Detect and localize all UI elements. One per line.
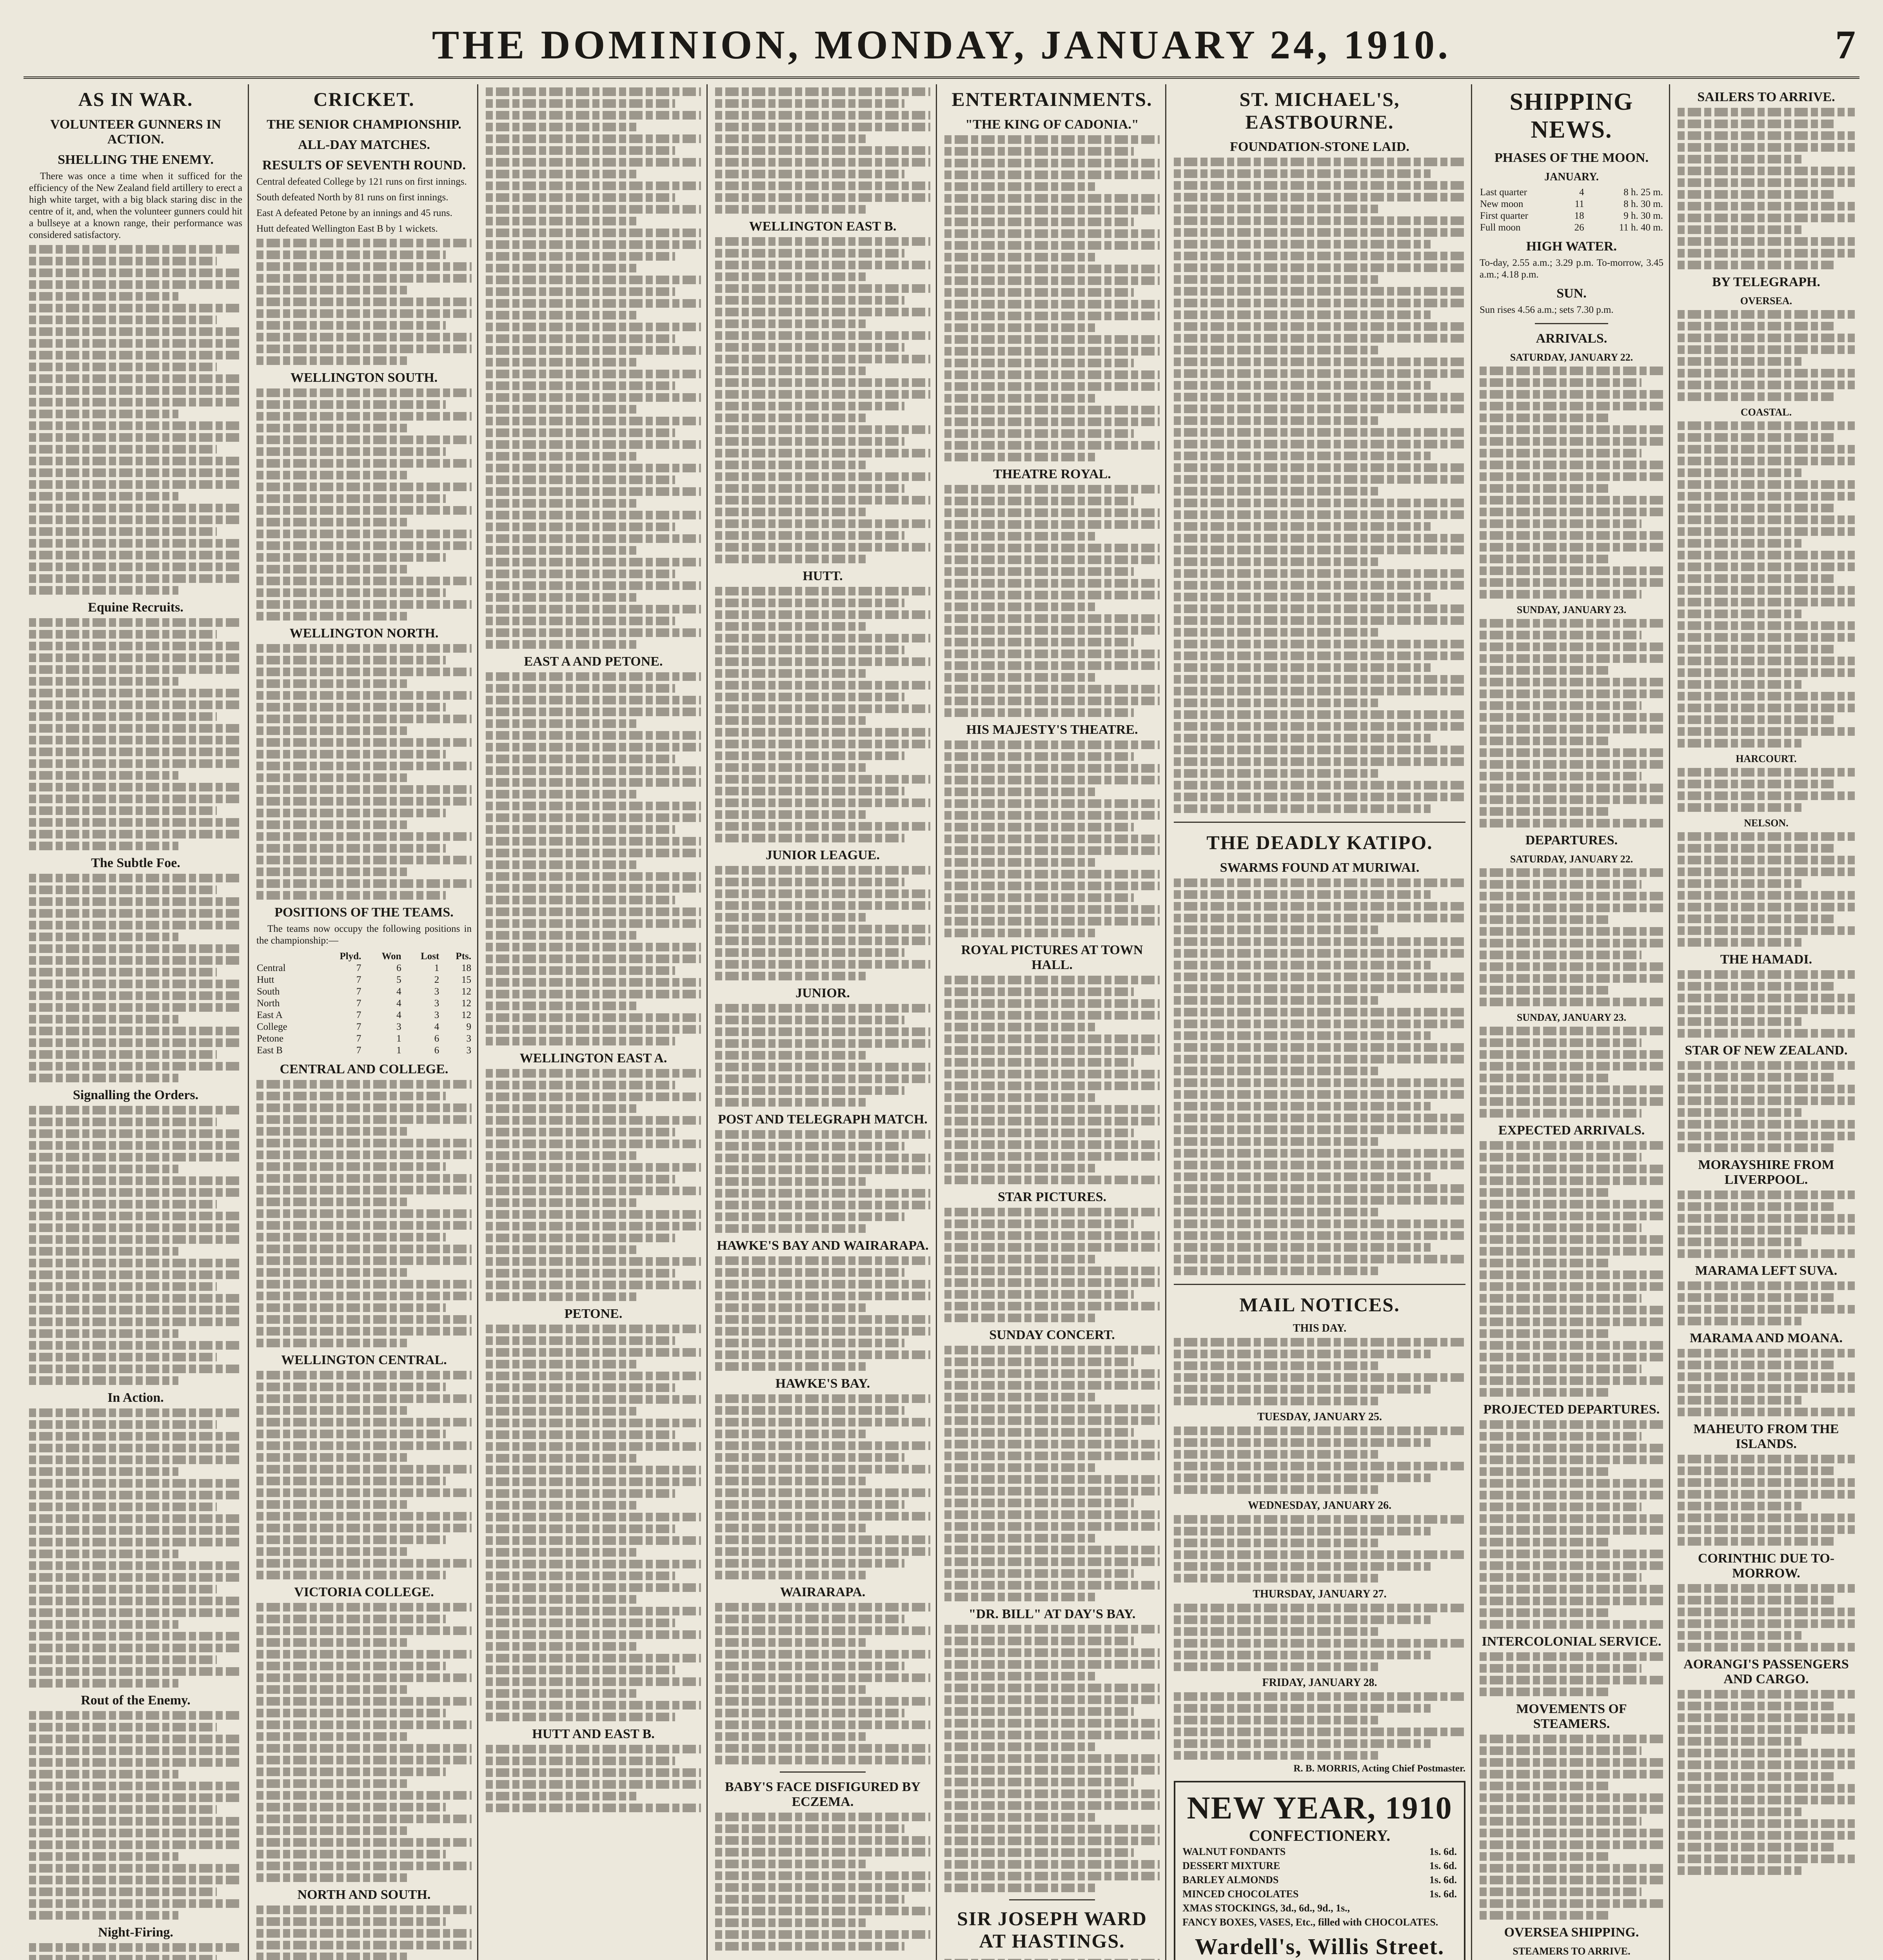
subheading-star-of-new-zealand: STAR OF NEW ZEALAND. (1685, 1043, 1848, 1058)
mail-notice-text (1174, 1574, 1378, 1583)
positions-cell: 7 (356, 986, 361, 997)
ad-item-name: FANCY BOXES, VASES, Etc., filled with CHOCOLATES. (1182, 1916, 1438, 1928)
subheading-in-action: In Action. (107, 1390, 164, 1405)
ad-title: NEW YEAR, 1910 (1187, 1790, 1453, 1826)
article-body-text (29, 1106, 242, 1385)
scorecard-text (715, 1603, 930, 1764)
subheading-wellington-central: WELLINGTON CENTRAL. (281, 1352, 447, 1367)
subheading-harcourt: HARCOURT. (1736, 753, 1797, 764)
positions-row (256, 1045, 472, 1056)
positions-cell: 18 (461, 962, 471, 973)
shipping-list-text (1480, 367, 1663, 599)
subheading-victoria-college: VICTORIA COLLEGE. (294, 1584, 434, 1599)
heading-cricket: CRICKET. (313, 88, 415, 110)
article-body-text (486, 672, 701, 1045)
subheading-rout-of-enemy: Rout of the Enemy. (81, 1693, 191, 1708)
departures-date: SATURDAY, JANUARY 22. (1510, 853, 1633, 865)
subheading-volunteer-gunners: VOLUNTEER GUNNERS IN ACTION. (50, 117, 221, 147)
subheading-sailers-to-arrive: SAILERS TO ARRIVE. (1697, 90, 1835, 104)
positions-cell: East B (257, 1045, 283, 1056)
moon-phase-cell: 18 (1574, 210, 1584, 221)
ad-item-row (1182, 1901, 1457, 1915)
subheading-oversea: OVERSEA. (1740, 295, 1792, 307)
positions-cell: 1 (396, 1045, 401, 1056)
positions-cell: 1 (434, 962, 439, 973)
scorecard-text (715, 587, 930, 842)
positions-header-cell (256, 951, 318, 962)
moon-phase-row (1480, 198, 1663, 210)
subheading-arrivals: ARRIVALS. (1536, 331, 1607, 346)
moon-phase-cell: Last quarter (1480, 187, 1527, 198)
subheading-steamers-to-arrive: STEAMERS TO ARRIVE. (1513, 1945, 1631, 1957)
positions-cell: 6 (396, 962, 401, 973)
subheading-expected-arrivals: EXPECTED ARRIVALS. (1498, 1123, 1645, 1138)
positions-row (256, 974, 472, 986)
positions-cell: Petone (257, 1033, 284, 1044)
mail-notice-text (1174, 1550, 1465, 1559)
result-line: East A defeated Petone by an innings and 45 runs. (256, 207, 452, 218)
mail-notice-text (1174, 1338, 1465, 1347)
result-line: Hutt defeated Wellington East B by 1 wickets. (256, 223, 438, 234)
ad-item-row (1182, 1873, 1457, 1887)
shipping-list-text (1480, 1141, 1663, 1397)
subheading-king-of-cadonia: "THE KING OF CADONIA." (965, 117, 1139, 132)
moon-phase-cell: 26 (1574, 222, 1584, 233)
shipping-list-text (1678, 832, 1855, 947)
subheading-movements: MOVEMENTS OF STEAMERS. (1516, 1701, 1627, 1731)
article-body-text (1678, 970, 1855, 1038)
positions-header-row (256, 951, 472, 962)
article-body-text (944, 135, 1160, 461)
subheading-night-firing: Night-Firing. (98, 1925, 173, 1940)
positions-cell: 5 (396, 974, 401, 985)
ad-item-price: 1s. 6d. (1429, 1888, 1457, 1900)
moon-phases-table (1480, 187, 1663, 234)
heading-entertainments: ENTERTAINMENTS. (951, 88, 1153, 110)
mail-notice-text (1174, 1397, 1378, 1405)
mail-notice-text (1174, 1450, 1378, 1459)
column-st-michaels (1168, 84, 1472, 1960)
subheading-wairarapa: WAIRARAPA. (780, 1585, 866, 1599)
moon-phase-cell: 4 (1579, 187, 1584, 198)
scorecard-text (256, 388, 472, 621)
positions-cell: 7 (356, 1009, 361, 1020)
article-body-text (1678, 1281, 1855, 1325)
moon-phase-cell: 8 h. 25 m. (1623, 187, 1663, 198)
subheading-maheuto: MAHEUTO FROM THE ISLANDS. (1693, 1422, 1839, 1451)
positions-cell: 4 (396, 998, 401, 1009)
positions-cell: South (257, 986, 280, 997)
heading-st-michaels: ST. MICHAEL'S, EASTBOURNE. (1239, 88, 1400, 133)
subheading-positions-of-teams: POSITIONS OF THE TEAMS. (274, 905, 454, 920)
scorecard-text (486, 1069, 701, 1301)
positions-cell: 3 (434, 998, 439, 1009)
moon-phase-cell: 8 h. 30 m. (1623, 198, 1663, 209)
positions-cell: 4 (396, 1009, 401, 1020)
mail-notice-text (1174, 1438, 1431, 1447)
ad-item-name: XMAS STOCKINGS, 3d., 6d., 9d., 1s., (1182, 1902, 1350, 1914)
moon-phase-cell: 11 h. 40 m. (1619, 222, 1663, 233)
mail-notice-text (1174, 1604, 1465, 1612)
mail-notice-text (1174, 1373, 1465, 1382)
positions-cell: 3 (434, 986, 439, 997)
scorecard-text (256, 1371, 472, 1579)
shipping-list-text (1480, 619, 1663, 828)
article-body-text (1678, 1061, 1855, 1152)
article-body-text (715, 1256, 930, 1371)
article-body-text (29, 1408, 242, 1688)
mail-notice-text (1174, 1350, 1431, 1358)
article-body-text (1678, 1690, 1855, 1875)
article-body-text (1678, 1191, 1855, 1258)
positions-row (256, 998, 472, 1009)
positions-cell: 3 (434, 1009, 439, 1020)
positions-header-cell: Won (381, 951, 401, 962)
positions-header-cell: Pts. (456, 951, 471, 962)
ad-item-name: MINCED CHOCOLATES (1182, 1888, 1299, 1900)
mail-notices-list (1174, 1322, 1465, 1760)
shipping-list-text (1678, 310, 1855, 401)
positions-cell: Hutt (257, 974, 274, 985)
subheading-signalling-orders: Signalling the Orders. (73, 1087, 199, 1102)
scorecard-text (715, 1394, 930, 1579)
ad-item-row (1182, 1845, 1457, 1859)
moon-phase-cell: 9 h. 30 m. (1623, 210, 1663, 221)
subheading-phases-of-moon: PHASES OF THE MOON. (1494, 150, 1649, 165)
subheading-junior-league: JUNIOR LEAGUE. (766, 848, 880, 862)
positions-cell: Central (257, 962, 286, 973)
ad-item-row (1182, 1887, 1457, 1901)
subheading-junior: JUNIOR. (795, 986, 850, 1000)
article-body-text (29, 618, 242, 850)
article-body-text (29, 1711, 242, 1920)
positions-row (256, 1033, 472, 1045)
subheading-marama-and-moana: MARAMA AND MOANA. (1689, 1331, 1843, 1345)
mail-day-heading: THIS DAY. (1293, 1322, 1347, 1334)
article-body-text (29, 1943, 242, 1960)
article-body-text (29, 874, 242, 1082)
moon-phase-cell: 11 (1574, 198, 1584, 209)
postmaster-signature: R. B. MORRIS, Acting Chief Postmaster. (1293, 1763, 1465, 1774)
shipping-list-text (1678, 421, 1855, 748)
result-line: South defeated North by 81 runs on first innings. (256, 192, 449, 203)
positions-row (256, 962, 472, 974)
column-shipping-continued (1672, 84, 1860, 1960)
shipping-list-text (1480, 1735, 1663, 1920)
mail-notice-text (1174, 1739, 1431, 1748)
mail-day-heading: WEDNESDAY, JANUARY 26. (1247, 1499, 1392, 1512)
subheading-hawkes-bay-wairarapa: HAWKE'S BAY AND WAIRARAPA. (717, 1238, 929, 1253)
article-body-text (715, 1004, 930, 1107)
confectionery-advertisement (1174, 1781, 1465, 1960)
article-body-text (1174, 158, 1465, 813)
mail-notice-text (1174, 1751, 1378, 1760)
shipping-list-text (1480, 1420, 1663, 1629)
mail-notice-text (1174, 1639, 1465, 1648)
mail-notice-text (1174, 1651, 1431, 1659)
positions-table (256, 951, 472, 1056)
arrivals-date-2: SUNDAY, JANUARY 23. (1516, 604, 1627, 615)
positions-cell: 7 (356, 998, 361, 1009)
subheading-babys-face-eczema: BABY'S FACE DISFIGURED BY ECZEMA. (725, 1780, 921, 1809)
ad-item-name: BARLEY ALMONDS (1182, 1874, 1279, 1886)
subheading-corinthic: CORINTHIC DUE TO-MORROW. (1698, 1551, 1835, 1581)
positions-intro: The teams now occupy the following positions in the championship:— (256, 923, 472, 946)
subheading-subtle-foe: The Subtle Foe. (91, 855, 180, 870)
divider (1009, 1899, 1095, 1900)
subheading-equine-recruits: Equine Recruits. (88, 600, 183, 615)
subheading-seventh-round: RESULTS OF SEVENTH ROUND. (262, 158, 466, 172)
mail-notice-text (1174, 1527, 1431, 1535)
mail-notice-text (1174, 1539, 1378, 1547)
subheading-north-and-south: NORTH AND SOUTH. (297, 1887, 431, 1902)
positions-cell: 6 (434, 1033, 439, 1044)
article-body-text (944, 1208, 1160, 1322)
moon-phase-cell: Full moon (1480, 222, 1521, 233)
page-number: 7 (1835, 22, 1856, 67)
article-body-text (944, 1346, 1160, 1601)
moon-phase-cell: First quarter (1480, 210, 1528, 221)
subheading-hutt-and-east-b: HUTT AND EAST B. (532, 1727, 655, 1741)
subheading-central-and-college: CENTRAL AND COLLEGE. (280, 1062, 449, 1076)
mail-notice-text (1174, 1474, 1431, 1482)
column-cricket-continued (480, 84, 708, 1960)
subheading-marama-left-suva: MARAMA LEFT SUVA. (1695, 1263, 1838, 1278)
ad-item-price: 1s. 6d. (1429, 1874, 1457, 1886)
subheading-petone: PETONE. (564, 1307, 623, 1321)
moon-phase-row (1480, 210, 1663, 222)
divider (780, 1771, 866, 1773)
positions-cell: 9 (466, 1021, 471, 1032)
subheading-hutt: HUTT. (803, 569, 843, 583)
high-water-times: To-day, 2.55 a.m.; 3.29 p.m. To-morrow, 3.45 a.m.; 4.18 p.m. (1480, 257, 1663, 280)
subheading-all-day-matches: ALL-DAY MATCHES. (298, 137, 430, 152)
divider (1174, 1284, 1465, 1285)
subheading-sun: SUN. (1556, 286, 1587, 301)
subheading-projected-departures: PROJECTED DEPARTURES. (1483, 1402, 1660, 1417)
subheading-royal-pictures: ROYAL PICTURES AT TOWN HALL. (961, 942, 1143, 972)
article-body-text (1678, 1584, 1855, 1651)
mail-day-heading: TUESDAY, JANUARY 25. (1257, 1411, 1382, 1423)
subheading-his-majestys-theatre: HIS MAJESTY'S THEATRE. (966, 722, 1138, 737)
subheading-departures: DEPARTURES. (1525, 833, 1618, 848)
article-body-text (944, 1959, 1160, 1960)
positions-cell: 4 (434, 1021, 439, 1032)
subheading-shelling-enemy: SHELLING THE ENEMY. (58, 152, 214, 167)
moon-phase-row (1480, 187, 1663, 198)
positions-cell: 12 (461, 998, 471, 1009)
newspaper-title: THE DOMINION, MONDAY, JANUARY 24, 1910. (432, 22, 1451, 67)
scorecard-text (256, 1603, 472, 1882)
heading-as-in-war: AS IN WAR. (78, 88, 193, 110)
subheading-oversea-shipping: OVERSEA SHIPPING. (1504, 1925, 1639, 1940)
mail-notice-text (1174, 1704, 1431, 1713)
positions-cell: 12 (461, 1009, 471, 1020)
mail-notice-text (1174, 1627, 1378, 1636)
mail-day-heading: FRIDAY, JANUARY 28. (1262, 1677, 1377, 1689)
positions-cell: 3 (466, 1033, 471, 1044)
mail-day-heading: THURSDAY, JANUARY 27. (1253, 1588, 1387, 1600)
article-body-text (29, 245, 242, 595)
subheading-east-a-and-petone: EAST A AND PETONE. (524, 654, 663, 669)
ad-item-price: 1s. 6d. (1429, 1846, 1457, 1857)
positions-row (256, 1021, 472, 1033)
subheading-by-telegraph: BY TELEGRAPH. (1712, 275, 1820, 289)
positions-cell: East A (257, 1009, 283, 1020)
mail-notice-text (1174, 1662, 1378, 1671)
masthead (24, 18, 1859, 79)
mail-notice-text (1174, 1615, 1431, 1624)
subheading-hawkes-bay: HAWKE'S BAY. (775, 1376, 870, 1391)
scorecard-text (486, 1325, 701, 1721)
ad-item-name: WALNUT FONDANTS (1182, 1846, 1286, 1857)
subheading-wellington-east-b: WELLINGTON EAST B. (749, 219, 897, 234)
positions-cell: 4 (396, 986, 401, 997)
subheading-nelson: NELSON. (1744, 817, 1789, 829)
mail-notice-text (1174, 1385, 1431, 1394)
shipping-list-text (1480, 1652, 1663, 1696)
subheading-theatre-royal: THEATRE ROYAL. (993, 466, 1111, 481)
subheading-foundation-stone: FOUNDATION-STONE LAID. (1230, 140, 1409, 154)
article-body-text (715, 866, 930, 980)
positions-row (256, 1009, 472, 1021)
ad-item-name: DESSERT MIXTURE (1182, 1860, 1280, 1871)
subheading-star-pictures: STAR PICTURES. (997, 1189, 1107, 1204)
positions-cell: 7 (356, 962, 361, 973)
positions-header-cell: Lost (421, 951, 439, 962)
shipping-list-text (1480, 1027, 1663, 1118)
mail-notice-text (1174, 1728, 1465, 1736)
subheading-swarms-found: SWARMS FOUND AT MURIWAI. (1220, 860, 1420, 875)
positions-cell: 6 (434, 1045, 439, 1056)
column-as-in-war (24, 84, 249, 1960)
positions-cell: College (257, 1021, 287, 1032)
article-body-text (715, 1130, 930, 1233)
article-body-text (944, 1625, 1160, 1892)
subheading-aorangi: AORANGI'S PASSENGERS AND CARGO. (1683, 1657, 1849, 1686)
article-body-text (256, 1906, 472, 1960)
subheading-wellington-north: WELLINGTON NORTH. (289, 626, 439, 641)
heading-deadly-katipo: THE DEADLY KATIPO. (1206, 831, 1433, 853)
positions-cell: 15 (461, 974, 471, 985)
column-entertainments (939, 84, 1166, 1960)
ad-subtitle: CONFECTIONERY. (1249, 1827, 1391, 1844)
article-body-text (715, 1813, 930, 1951)
moon-phase-row (1480, 222, 1663, 234)
shipping-list-text (1480, 868, 1663, 1006)
subheading-sunday-concert: SUNDAY CONCERT. (989, 1327, 1115, 1342)
positions-cell: 3 (396, 1021, 401, 1032)
mail-notice-text (1174, 1515, 1465, 1524)
mail-notice-text (1174, 1716, 1378, 1724)
scorecard-text (256, 644, 472, 900)
sun-times: Sun rises 4.56 a.m.; sets 7.30 p.m. (1480, 304, 1614, 315)
article-body-text (486, 1745, 701, 1812)
subheading-wellington-south: WELLINGTON SOUTH. (290, 370, 438, 385)
subheading-wellington-east-a: WELLINGTON EAST A. (519, 1051, 667, 1065)
shipping-list-text (1678, 108, 1855, 269)
positions-cell: 3 (466, 1045, 471, 1056)
subheading-senior-championship: THE SENIOR CHAMPIONSHIP. (267, 117, 461, 132)
ad-items (1182, 1845, 1457, 1929)
ad-item-row (1182, 1859, 1457, 1873)
subheading-post-telegraph-match: POST AND TELEGRAPH MATCH. (718, 1112, 928, 1127)
positions-cell: 1 (396, 1033, 401, 1044)
column-cricket (251, 84, 478, 1960)
ad-footer: Wardell's, Willis Street. (1195, 1934, 1445, 1959)
article-body-text (944, 740, 1160, 937)
heading-mail-notices: MAIL NOTICES. (1239, 1293, 1400, 1316)
article-paragraph: There was once a time when it sufficed for the efficiency of the New Zealand field artillery to erect a high white target, with a big black staring disc in the centre of it, and, when the volunteer gunners could hit a bullseye at a known range, their performance was considered satisfactory. (29, 171, 242, 240)
positions-cell: 2 (434, 974, 439, 985)
positions-header-cell: Plyd. (340, 951, 361, 962)
scorecard-text (486, 87, 701, 649)
article-body-text (1678, 1349, 1855, 1416)
subheading-morayshire: MORAYSHIRE FROM LIVERPOOL. (1698, 1158, 1834, 1187)
subheading-high-water: HIGH WATER. (1526, 239, 1617, 254)
ad-item-price: 1s. 6d. (1429, 1860, 1457, 1871)
heading-sir-joseph-ward: SIR JOSEPH WARD AT HASTINGS. (957, 1907, 1147, 1952)
mail-notice-text (1174, 1692, 1465, 1701)
moon-phase-cell: New moon (1480, 198, 1523, 209)
mail-notice-text (1174, 1426, 1465, 1435)
article-body-text (944, 976, 1160, 1184)
subheading-moon-month: JANUARY. (1544, 171, 1599, 183)
article-body-text (1174, 878, 1465, 1275)
arrivals-date: SATURDAY, JANUARY 22. (1510, 351, 1633, 363)
divider (1174, 822, 1465, 823)
mail-notice-text (1174, 1361, 1378, 1370)
positions-row (256, 986, 472, 998)
scorecard-text (715, 237, 930, 563)
article-body-text (256, 239, 472, 365)
article-body-text (1678, 1455, 1855, 1546)
ad-item-row (1182, 1915, 1457, 1929)
column-cricket-continued-2 (710, 84, 937, 1960)
positions-cell: 7 (356, 1045, 361, 1056)
departures-date-2: SUNDAY, JANUARY 23. (1516, 1011, 1627, 1023)
positions-cell: 7 (356, 1033, 361, 1044)
shipping-list-text (1678, 768, 1855, 812)
result-line: Central defeated College by 121 runs on first innings. (256, 176, 467, 187)
article-body-text (256, 1080, 472, 1347)
subheading-dr-bill: "DR. BILL" AT DAY'S BAY. (968, 1606, 1136, 1621)
column-shipping-news (1474, 84, 1670, 1960)
divider (1535, 323, 1609, 324)
mail-notice-text (1174, 1462, 1465, 1470)
subheading-the-hamadi: THE HAMADI. (1720, 952, 1812, 967)
heading-shipping-news: SHIPPING NEWS. (1509, 89, 1634, 143)
article-body-text (944, 485, 1160, 717)
subheading-coastal: COASTAL. (1740, 407, 1792, 418)
positions-cell: 12 (461, 986, 471, 997)
article-body-text (715, 87, 930, 214)
subheading-intercolonial: INTERCOLONIAL SERVICE. (1482, 1634, 1661, 1649)
positions-cell: 7 (356, 974, 361, 985)
mail-notice-text (1174, 1485, 1378, 1494)
positions-cell: North (257, 998, 280, 1009)
mail-notice-text (1174, 1562, 1431, 1571)
positions-cell: 7 (356, 1021, 361, 1032)
